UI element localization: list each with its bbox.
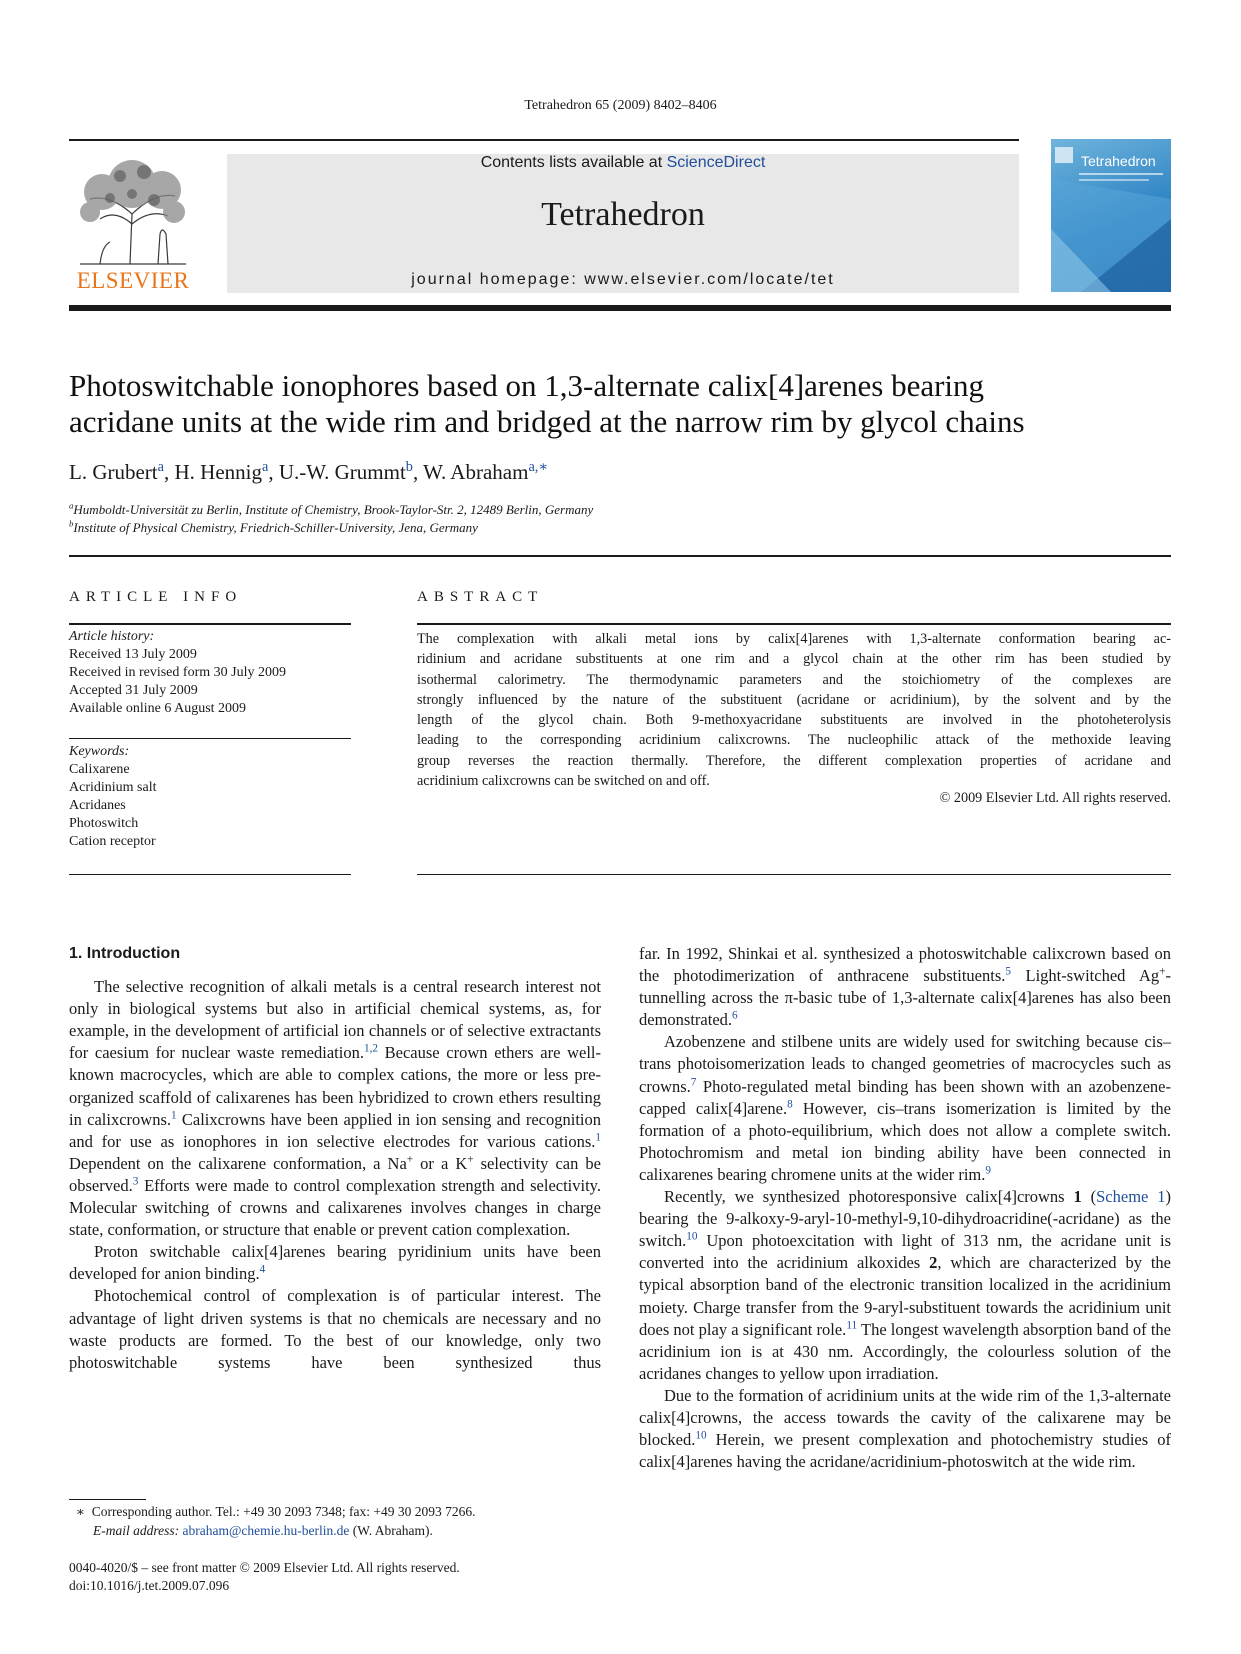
contents-prefix: Contents lists available at bbox=[480, 154, 667, 171]
abstract-line: ridinium and acridane substituents at one rim and a glycol chain at the other rim has been studied by bbox=[417, 651, 1171, 668]
header-rule bbox=[69, 139, 1019, 141]
reference-link[interactable]: 9 bbox=[985, 1164, 991, 1177]
header-thick-rule bbox=[69, 305, 1171, 311]
scheme-link[interactable]: Scheme 1 bbox=[1096, 1187, 1166, 1207]
abstract-line: acridinium calixcrowns can be switched on and off. bbox=[417, 773, 710, 790]
text-run: -tunnelling across the π-basic tube of 1,3-alternate calix[4]arenes has also been demonstrated. bbox=[639, 966, 1171, 1030]
author-name[interactable]: L. Grubert bbox=[69, 460, 158, 484]
footnote-rule bbox=[69, 1499, 146, 1500]
keyword: Acridanes bbox=[69, 798, 126, 813]
charge-sup: + bbox=[406, 1153, 414, 1166]
text-run: The longest wavelength absorption band of the acridinium ion is at 430 nm. Accordingly, the colourless solution of the acridanes changes to yellow upon irradiation. bbox=[639, 1319, 1171, 1383]
reference-link[interactable]: 3 bbox=[132, 1175, 139, 1188]
text-run: ) bearing the 9-alkoxy-9-aryl-10-methyl-9,10-dihydroacridine(-acridane) as the switch. bbox=[639, 1187, 1171, 1251]
affiliation-text: Humboldt-Universität zu Berlin, Institute of Chemistry, Brook-Taylor-Str. 2, 12489 Berlin, Germany bbox=[73, 502, 594, 517]
author-name[interactable]: H. Hennig bbox=[174, 460, 262, 484]
text-run: Proton switchable calix[4]arenes bearing pyridinium units have been developed for anion binding. bbox=[69, 1242, 601, 1284]
text-run: far. In 1992, Shinkai et al. synthesized a photoswitchable calixcrown based on the photodimerization of anthracene substituents. bbox=[639, 944, 1171, 986]
keyword: Photoswitch bbox=[69, 816, 139, 831]
email-label: E-mail address: bbox=[93, 1523, 180, 1538]
journal-name: Tetrahedron bbox=[541, 196, 705, 233]
affiliation-text: Institute of Physical Chemistry, Friedrich-Schiller-University, Jena, Germany bbox=[73, 520, 478, 535]
footnote-text: Corresponding author. Tel.: +49 30 2093 7348; fax: +49 30 2093 7266. bbox=[91, 1504, 476, 1519]
section-rule bbox=[69, 555, 1171, 557]
keyword: Calixarene bbox=[69, 762, 130, 777]
affiliation bbox=[69, 519, 593, 537]
history-item: Received 13 July 2009 bbox=[69, 647, 197, 662]
keyword: Acridinium salt bbox=[69, 780, 157, 795]
reference-link[interactable]: 1,2 bbox=[363, 1042, 378, 1055]
paragraph bbox=[639, 1186, 1171, 1385]
text-run: ( bbox=[1081, 1187, 1097, 1207]
front-matter bbox=[69, 1559, 460, 1595]
text-run: , which are characterized by the typical absorption band of the electronic transition localized in the acridinium moiety. Charge transfer from the 9-aryl-substituent towards the acridinium unit does not play a significant role. bbox=[639, 1253, 1172, 1339]
title-line: Photoswitchable ionophores based on 1,3-alternate calix[4]arenes bearing bbox=[69, 368, 985, 403]
elsevier-tree-logo bbox=[70, 154, 196, 266]
article-info-rule bbox=[69, 738, 351, 739]
text-run: Due to the formation of acridinium units at the wide rim of the 1,3-alternate calix[4]crowns, the access towards the cavity of the calixarene may be blocked. bbox=[639, 1385, 1171, 1450]
text-run: Photo-regulated metal binding has been shown with an azobenzene-capped calix[4]arene. bbox=[639, 1076, 1171, 1118]
cover-corner-mark bbox=[1055, 147, 1073, 163]
compound-number: 1 bbox=[1073, 1187, 1082, 1207]
paragraph bbox=[639, 1385, 1171, 1473]
article-history bbox=[69, 628, 286, 718]
email-link[interactable]: abraham@chemie.hu-berlin.de bbox=[182, 1523, 350, 1538]
keywords bbox=[69, 743, 157, 851]
doi[interactable]: doi:10.1016/j.tet.2009.07.096 bbox=[69, 1578, 230, 1593]
text-run: Light-switched Ag bbox=[1011, 966, 1160, 986]
affiliation bbox=[69, 501, 593, 519]
author-affil-mark[interactable]: a bbox=[261, 459, 269, 475]
footnote-line bbox=[69, 1502, 475, 1521]
journal-citation: Tetrahedron 65 (2009) 8402–8406 bbox=[524, 98, 717, 113]
abstract-line: group reverses the reaction thermally. Therefore, the different complexation properties of acridane and bbox=[417, 752, 1171, 769]
abstract-rule bbox=[417, 874, 1171, 875]
article-info-rule bbox=[69, 623, 351, 625]
keyword: Cation receptor bbox=[69, 834, 156, 849]
reference-link[interactable]: 4 bbox=[259, 1263, 266, 1276]
corresponding-author-footnote bbox=[69, 1502, 475, 1540]
text-run: Photochemical control of complexation is of particular interest. The advantage of light driven systems is that no chemicals are necessary and no waste products are formed. To the best of our knowledge, only two photoswitchable systems have been synthesized thus bbox=[69, 1286, 601, 1372]
article-info-heading: ARTICLE INFO bbox=[69, 589, 243, 605]
front-matter-line: 0040-4020/$ – see front matter © 2009 Elsevier Ltd. All rights reserved. bbox=[69, 1560, 460, 1575]
footnote-marker: ∗ bbox=[75, 1504, 85, 1519]
abstract-line: isothermal calorimetry. The thermodynamic parameters and the stoichiometry of the complexes are bbox=[417, 671, 1171, 688]
affiliation-mark: b bbox=[69, 518, 74, 529]
journal-cover-image bbox=[1051, 139, 1171, 292]
author-affil-mark[interactable]: a bbox=[157, 459, 164, 475]
email-suffix: (W. Abraham). bbox=[349, 1523, 433, 1538]
history-item: Accepted 31 July 2009 bbox=[69, 683, 198, 698]
author-name[interactable]: U.-W. Grummt bbox=[278, 460, 406, 484]
affiliations bbox=[69, 501, 593, 537]
abstract-heading: ABSTRACT bbox=[417, 589, 544, 605]
text-run: selectivity can be observed. bbox=[69, 1153, 601, 1195]
text-run: Because crown ethers are well-known macrocycles, which are able to complex cations, the more or less pre-organized scaffold of calixarenes has been hybridized to crown ethers resulting in calixcrowns. bbox=[69, 1043, 601, 1129]
text-run: Herein, we present complexation and photochemistry studies of calix[4]arenes having the acridane/acridinium-photoswitch at the wide rim. bbox=[639, 1430, 1171, 1472]
author-list: L. Grubert$^a$, H. Hennig$^a$, U.-W. Grummt$^b$, W. Abraham$^{a,∗}$ bbox=[69, 459, 549, 484]
body-column-left bbox=[69, 943, 601, 1374]
compound-number: 2 bbox=[929, 1253, 938, 1273]
reference-link[interactable]: 5 bbox=[1005, 965, 1011, 978]
footnote-line bbox=[69, 1521, 475, 1540]
abstract-line: The complexation with alkali metal ions by calix[4]arenes with 1,3-alternate conformation bearing ac- bbox=[417, 631, 1171, 647]
keywords-label: Keywords: bbox=[69, 744, 130, 759]
text-run: Azobenzene and stilbene units are widely used for switching because cis–trans photoisomerization leads to changed geometries of macrocycles such as crowns. bbox=[639, 1032, 1171, 1096]
paragraph bbox=[639, 943, 1171, 1031]
charge-sup: + bbox=[1159, 965, 1166, 978]
section-heading: 1. Introduction bbox=[69, 945, 181, 962]
abstract-copyright: © 2009 Elsevier Ltd. All rights reserved. bbox=[939, 790, 1171, 806]
history-item: Received in revised form 30 July 2009 bbox=[69, 665, 286, 680]
sciencedirect-link[interactable]: ScienceDirect bbox=[666, 154, 766, 171]
text-run: The selective recognition of alkali metals is a central research interest not only in biological systems but also in artificial chemical systems, as, for example, in the development of artificial ion channels or of selective extractants for caesium for nuclear waste remediation. bbox=[69, 977, 601, 1063]
paragraph bbox=[69, 1285, 601, 1373]
abstract-body bbox=[417, 629, 1171, 791]
reference-link[interactable]: 10 bbox=[695, 1429, 707, 1442]
text-run: Calixcrowns have been applied in ion sensing and recognition and for use as ionophores in ion selective electrodes for various cations. bbox=[69, 1109, 601, 1151]
reference-link[interactable]: 11 bbox=[846, 1319, 858, 1332]
journal-homepage[interactable]: journal homepage: www.elsevier.com/locate/tet bbox=[411, 271, 835, 288]
reference-link[interactable]: 7 bbox=[690, 1076, 697, 1089]
paragraph bbox=[69, 1241, 601, 1285]
reference-link[interactable]: 10 bbox=[686, 1230, 698, 1243]
text-run: or a K bbox=[413, 1153, 468, 1173]
elsevier-wordmark: ELSEVIER bbox=[76, 268, 190, 293]
reference-link[interactable]: 8 bbox=[787, 1098, 793, 1111]
author-affil-mark[interactable]: a,∗ bbox=[528, 459, 549, 475]
paragraph bbox=[69, 976, 601, 1241]
abstract-line: leading to the corresponding acridinium calixcrowns. The nucleophilic attack of the methoxide leaving bbox=[417, 732, 1171, 749]
abstract-line: length of the glycol chain. Both 9-methoxyacridane substituents are involved in the photoheterolysis bbox=[417, 712, 1171, 729]
text-run: Dependent on the calixarene conformation, a Na bbox=[69, 1153, 407, 1173]
cover-title: Tetrahedron bbox=[1081, 153, 1156, 169]
text-run: Efforts were made to control complexation strength and selectivity. Molecular switching of crowns and calixarenes involves changes in charge state, conformation, or structure that enable or prevent cation complexation. bbox=[69, 1175, 601, 1240]
text-run: However, cis–trans isomerization is limited by the formation of a photo-equilibrium, which does not allow a complete switch. Photochromism and metal ion binding ability have been connected in calixarenes bearing chromene units at the wider rim. bbox=[639, 1098, 1171, 1184]
author-affil-mark[interactable]: b bbox=[405, 459, 413, 475]
article-info-rule bbox=[69, 874, 351, 875]
affiliation-mark: a bbox=[69, 500, 74, 511]
article-title bbox=[69, 368, 1179, 440]
reference-link[interactable]: 1 bbox=[595, 1131, 601, 1144]
history-item: Available online 6 August 2009 bbox=[69, 701, 247, 716]
reference-link[interactable]: 6 bbox=[732, 1009, 738, 1022]
title-line: acridane units at the wide rim and bridged at the narrow rim by glycol chains bbox=[69, 404, 1025, 439]
reference-link[interactable]: 1 bbox=[170, 1109, 177, 1122]
text-run: Recently, we synthesized photoresponsive calix[4]crowns bbox=[664, 1187, 1074, 1207]
contents-line bbox=[227, 154, 1019, 172]
abstract-line: strongly influenced by the nature of the substituent (acridane or acridinium), by the solvent and by the bbox=[417, 691, 1171, 708]
paragraph bbox=[639, 1031, 1171, 1186]
author-name[interactable]: W. Abraham bbox=[423, 460, 529, 484]
abstract-rule bbox=[417, 623, 1171, 625]
history-label: Article history: bbox=[69, 629, 155, 644]
charge-sup: + bbox=[467, 1153, 474, 1166]
body-column-right bbox=[639, 943, 1171, 1473]
text-run: Upon photoexcitation with light of 313 nm, the acridane unit is converted into the acridinium alkoxides bbox=[639, 1231, 1171, 1273]
